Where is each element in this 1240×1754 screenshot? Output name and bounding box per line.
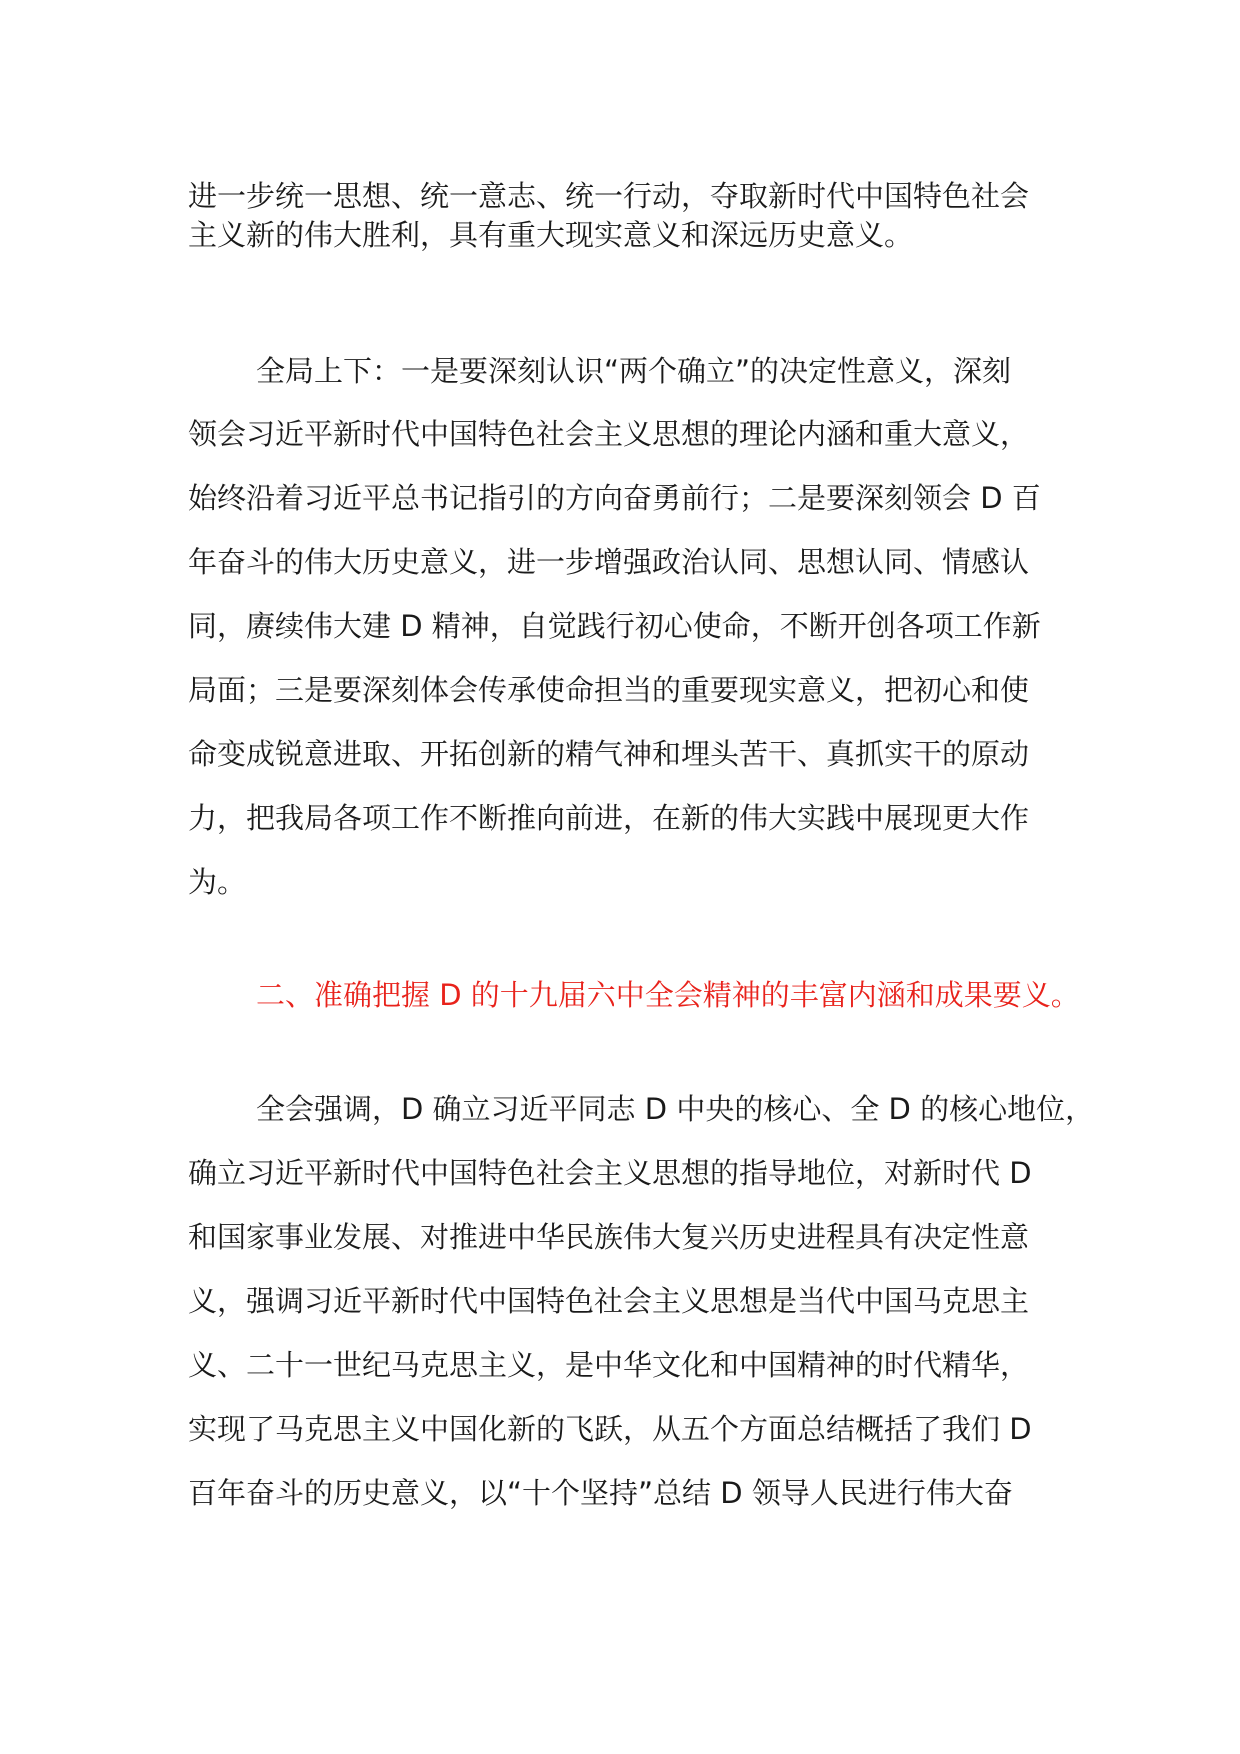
paragraph-2-line-7: 命变成锐意进取、开拓创新的精气神和埋头苦干、真抓实干的原动 bbox=[188, 737, 1030, 771]
paragraph-2-line-8: 力，把我局各项工作不断推向前进，在新的伟大实践中展现更大作 bbox=[188, 801, 1030, 835]
paragraph-2-line-6: 局面；三是要深刻体会传承使命担当的重要现实意义，把初心和使 bbox=[188, 673, 1030, 707]
section-heading-2: 二、准确把握 D 的十九届六中全会精神的丰富内涵和成果要义。 bbox=[256, 978, 1080, 1012]
paragraph-3-line-6: 实现了马克思主义中国化新的飞跃，从五个方面总结概括了我们 D bbox=[188, 1412, 1032, 1446]
paragraph-3-line-2: 确立习近平新时代中国特色社会主义思想的指导地位，对新时代 D bbox=[188, 1156, 1032, 1190]
paragraph-2-line-5: 同，赓续伟大建 D 精神，自觉践行初心使命，不断开创各项工作新 bbox=[188, 609, 1041, 643]
paragraph-3-line-7: 百年奋斗的历史意义，以“十个坚持”总结 D 领导人民进行伟大奋 bbox=[188, 1476, 1013, 1510]
paragraph-3-line-4: 义，强调习近平新时代中国特色社会主义思想是当代中国马克思主 bbox=[188, 1284, 1030, 1318]
paragraph-2-line-3: 始终沿着习近平总书记指引的方向奋勇前行；二是要深刻领会 D 百 bbox=[188, 481, 1041, 515]
paragraph-2-line-4: 年奋斗的伟大历史意义，进一步增强政治认同、思想认同、情感认 bbox=[188, 545, 1030, 579]
paragraph-2-line-1: 全局上下：一是要深刻认识“两个确立”的决定性意义，深刻 bbox=[256, 354, 1012, 388]
paragraph-1-line-2: 主义新的伟大胜利，具有重大现实意义和深远历史意义。 bbox=[188, 218, 914, 252]
paragraph-2-line-9: 为。 bbox=[188, 865, 247, 899]
paragraph-3-line-5: 义、二十一世纪马克思主义，是中华文化和中国精神的时代精华， bbox=[188, 1348, 1030, 1382]
paragraph-3-line-1: 全会强调，D 确立习近平同志 D 中央的核心、全 D 的核心地位， bbox=[256, 1092, 1095, 1126]
paragraph-2-line-2: 领会习近平新时代中国特色社会主义思想的理论内涵和重大意义， bbox=[188, 417, 1030, 451]
paragraph-1-line-1: 进一步统一思想、统一意志、统一行动，夺取新时代中国特色社会 bbox=[188, 179, 1030, 213]
paragraph-3-line-3: 和国家事业发展、对推进中华民族伟大复兴历史进程具有决定性意 bbox=[188, 1220, 1030, 1254]
